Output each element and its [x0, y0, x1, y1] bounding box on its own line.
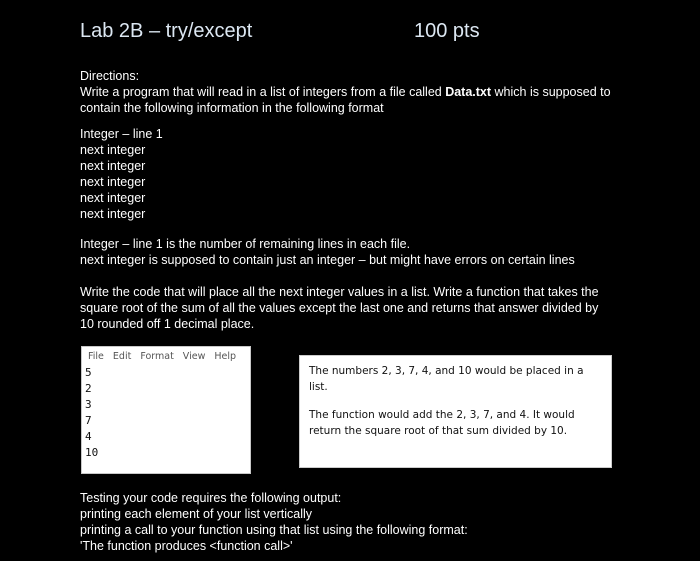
menu-format[interactable]: Format [140, 351, 174, 362]
example-paragraph-2-line-2: return the square root of that sum divided by 10. [309, 425, 568, 437]
data-filename: Data.txt [445, 85, 492, 99]
example-explanation-box [299, 355, 612, 468]
example-paragraph-2-line-1: The function would add the 2, 3, 7, and 4. It would [309, 409, 575, 421]
format-line: Integer – line 1 [80, 127, 163, 141]
directions-line-1-pre: Write a program that will read in a list of integers from a file called [80, 85, 446, 99]
task-line: Write the code that will place all the next integer values in a list. Write a function that takes the [80, 285, 599, 299]
task-line: square root of the sum of all the values except the last one and returns that answer divided by [80, 301, 599, 315]
testing-section [80, 490, 640, 554]
menu-file[interactable]: File [88, 351, 104, 362]
file-line: 5 [85, 366, 92, 379]
file-line: 2 [85, 382, 92, 395]
testing-line: printing each element of your list vertically [80, 507, 313, 521]
testing-line: printing a call to your function using that list using the following format: [80, 523, 468, 537]
format-line: next integer [80, 191, 146, 205]
testing-line: Testing your code requires the following output: [80, 491, 342, 505]
directions-line-2: contain the following information in the following format [80, 101, 384, 115]
format-line: next integer [80, 143, 146, 157]
file-line: 4 [85, 430, 92, 443]
explanation-line: next integer is supposed to contain just an integer – but might have errors on certain lines [80, 253, 575, 267]
testing-line: 'The function produces <function call>' [80, 539, 293, 553]
file-line: 7 [85, 414, 92, 427]
file-line: 10 [85, 446, 99, 459]
notepad-menubar [82, 347, 250, 362]
file-line: 3 [85, 398, 92, 411]
directions-line-1-post: which is supposed to [491, 85, 611, 99]
directions-line-1 [80, 84, 640, 100]
points-label: 100 pts [414, 20, 480, 42]
notepad-window [81, 346, 251, 474]
notepad-text-area[interactable] [82, 362, 250, 461]
menu-help[interactable]: Help [214, 351, 237, 362]
explanation-line: Integer – line 1 is the number of remaining lines in each file. [80, 237, 411, 251]
assignment-title: Lab 2B – try/except [80, 20, 253, 42]
menu-edit[interactable]: Edit [112, 351, 132, 362]
format-line: next integer [80, 175, 146, 189]
format-line: next integer [80, 159, 146, 173]
example-paragraph-1: The numbers 2, 3, 7, 4, and 10 would be placed in a list. [309, 365, 584, 393]
task-line: 10 rounded off 1 decimal place. [80, 317, 255, 331]
format-line: next integer [80, 207, 146, 221]
directions-section [80, 68, 640, 116]
directions-heading: Directions: [80, 69, 140, 83]
task-section [80, 284, 640, 332]
format-section [80, 126, 640, 222]
explanation-section [80, 236, 640, 268]
menu-view[interactable]: View [182, 351, 206, 362]
